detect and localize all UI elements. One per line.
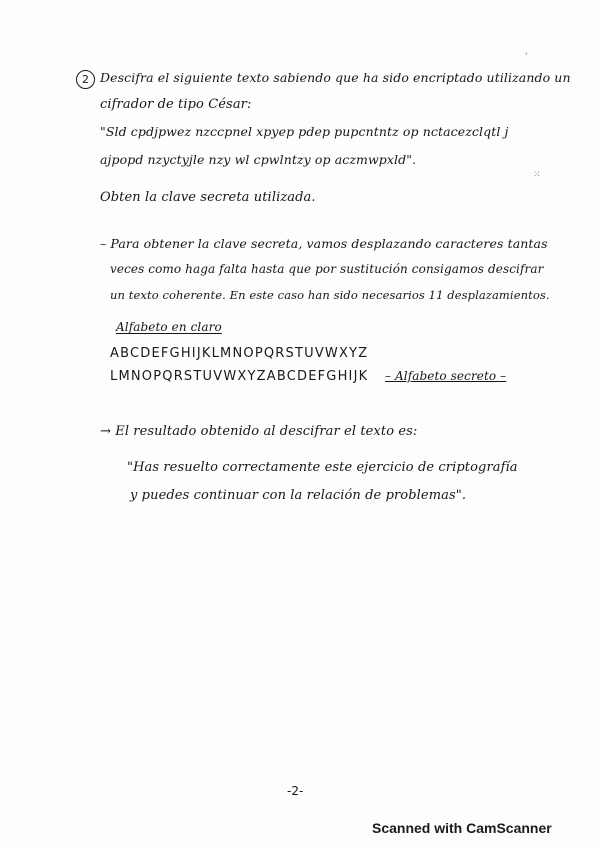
scan-speck: ⁙ <box>533 170 541 180</box>
scan-speck: ' <box>525 52 528 62</box>
answer-line-1: – Para obtener la clave secreta, vamos desplazando caracteres tantas <box>100 236 548 251</box>
answer-line-3: un texto coherente. En este caso han sido necesarios 11 desplazamientos. <box>110 288 550 302</box>
cipher-alphabet: LMNOPQRSTUVWXYZABCDEFGHIJK <box>110 369 369 384</box>
result-line-2: y puedes continuar con la relación de problemas". <box>130 488 467 503</box>
page-number: -2- <box>287 784 304 798</box>
cipher-text-line-1: "Sld cpdjpwez nzccpnel xpyep pdep pupcntntz op nctacezclqtl j <box>100 124 509 139</box>
answer-line-2: veces como haga falta hasta que por sustitución consigamos descifrar <box>110 262 544 276</box>
result-intro: → El resultado obtenido al descifrar el texto es: <box>100 424 418 439</box>
exercise-number: 2 <box>76 70 95 89</box>
statement-line-2: cifrador de tipo César: <box>100 97 252 112</box>
statement-line-1: Descifra el siguiente texto sabiendo que ha sido encriptado utilizando un <box>100 70 571 85</box>
plain-alphabet-label: Alfabeto en claro <box>116 320 222 334</box>
result-line-1: "Has resuelto correctamente este ejercicio de criptografía <box>127 460 518 475</box>
camscanner-watermark: Scanned with CamScanner <box>372 820 552 836</box>
cipher-text-line-2: ajpopd nzyctyjle nzy wl cpwlntzy op aczmwpxld". <box>100 152 417 167</box>
question: Obten la clave secreta utilizada. <box>100 190 316 205</box>
plain-alphabet: ABCDEFGHIJKLMNOPQRSTUVWXYZ <box>110 346 369 361</box>
cipher-alphabet-label: – Alfabeto secreto – <box>385 369 507 383</box>
